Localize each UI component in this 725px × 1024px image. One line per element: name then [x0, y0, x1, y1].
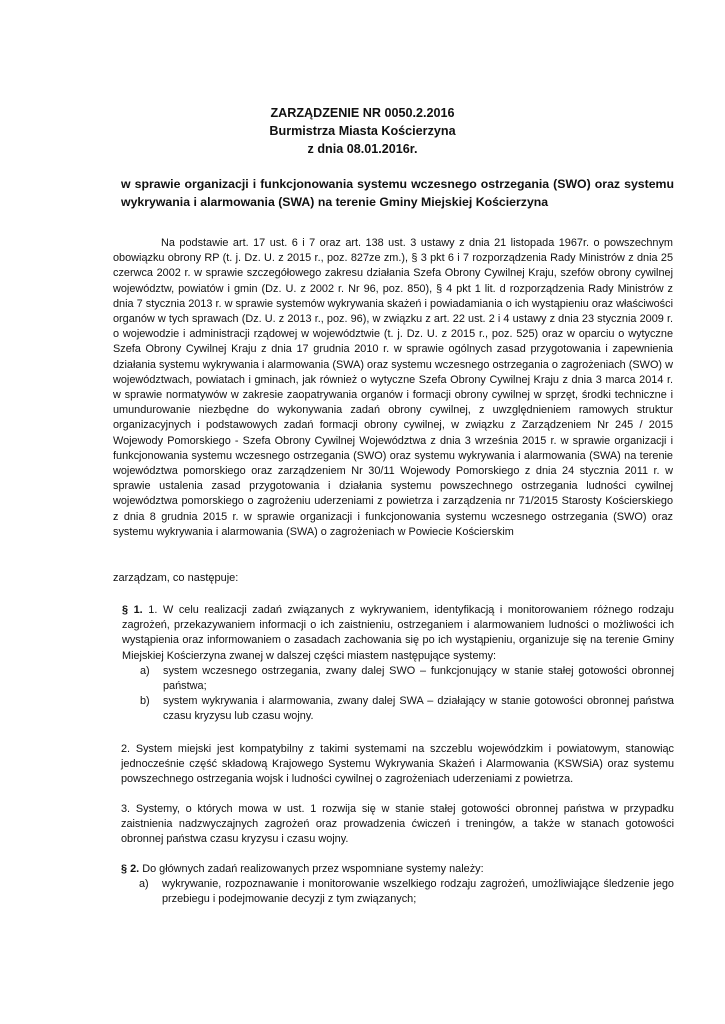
list-item-text: system wykrywania i alarmowania, zwany dalej SWA – działający w stanie gotowości obronnej państwa czasu kryzysu lub czasu wojny. [163, 695, 674, 723]
section-2-intro [121, 862, 674, 877]
section-2 [121, 862, 674, 908]
list-item-letter: b) [140, 695, 150, 708]
section-2-text: Do głównych zadań realizowanych przez wspomniane systemy należy: [142, 863, 484, 875]
list-item [121, 877, 674, 907]
list-item-letter: a) [139, 878, 149, 891]
section-2-mark: § 2. [121, 863, 140, 875]
list-item [122, 694, 674, 724]
section-1-para-1 [122, 603, 674, 664]
document-title: ZARZĄDZENIE NR 0050.2.2016 [270, 106, 455, 120]
issuer: Burmistrza Miasta Kościerzyna [269, 124, 456, 138]
document-subject: w sprawie organizacji i funkcjonowania systemu wczesnego ostrzegania (SWO) oraz systemu wykrywania i alarmowania (SWA) na terenie Gminy Miejskiej Kościerzyna [121, 177, 674, 209]
section-1-number: 1. [148, 604, 158, 616]
section-1-para-3: 3. Systemy, o których mowa w ust. 1 rozwija się w stanie stałej gotowości obronnej państwa w przypadku zaistnienia nadzwyczajnych zagrożeń oraz prowadzenia ćwiczeń i treningów, a także w stanach gotowości obronnej państwa czasu kryzysu i czasu wojny. [121, 803, 674, 846]
section-1-text: W celu realizacji zadań związanych z wykrywaniem, identyfikacją i monitorowaniem różnego rodzaju zagrożeń, przekazywaniem informacji o ich zaistnieniu, ostrzeganiem i alarmowaniem ludności o możliwości ich wystąpienia oraz informowaniem o zasadach zachowania się po ich wystąpieniu, organizuje się na terenie Gminy Miejskiej Kościerzyna zwanej w dalszej części miastem następujące systemy: [122, 604, 674, 662]
list-item-letter: a) [140, 664, 150, 677]
section-1-mark: § 1. [122, 604, 143, 616]
section-1 [122, 603, 674, 725]
section-1-para-2: 2. System miejski jest kompatybilny z takimi systemami na szczeblu wojewódzkim i powiatowym, stanowiąc jednocześnie część składową Krajowego Systemu Wykrywania Skażeń i Alarmowania (KSWSiA) oraz systemu powszechnego ostrzegania wojsk i ludności cywilnej o zagrożeniach uderzeniami z powietrza. [121, 743, 674, 786]
preamble: Na podstawie art. 17 ust. 6 i 7 oraz art. 138 ust. 3 ustawy z dnia 21 listopada 1967r. o powszechnym obowiązku obrony RP (t. j. Dz. U. z 2015 r., poz. 827ze zm.), § 3 pkt 6 i 7 rozporządzenia Rady Ministrów z dnia 25 czerwca 2002 r. w sprawie szczegółowego zakresu działania Szefa Obrony Cywilnej Kraju, szefów obrony cywilnej województw, powiatów i gmin (Dz. U. z 2002 r. Nr 96, poz. 850), § 4 pkt 1 lit. d rozporządzenia Rady Ministrów z dnia 7 stycznia 2013 r. w sprawie systemów wykrywania skażeń i powiadamiania o ich wystąpieniu oraz właściwości organów w tych sprawach (Dz. U. z 2013 r., poz. 96), w związku z art. 22 ust. 2 i 4 ustawy z dnia 23 stycznia 2009 r. o wojewodzie i administracji rządowej w województwie (t. j. Dz. U. z 2015 r., poz. 525) oraz w oparciu o wytyczne Szefa Obrony Cywilnej Kraju z dnia 17 grudnia 2010 r. w sprawie ogólnych zasad przygotowania i zapewnienia działania systemu wykrywania i alarmowania (SWA) oraz systemu wczesnego ostrzegania o zagrożeniach (SWO) w województwach, powiatach i gminach, jak również o wytyczne Szefa Obrony Cywilnej Kraju z dnia 3 marca 2014 r. w sprawie normatywów w zakresie zaopatrywania organów i formacji obrony cywilnej w sprzęt, środki techniczne i umundurowanie niezbędne do wykonywania zadań obrony cywilnej, z uwzględnieniem ramowych struktur organizacyjnych i podstawowych zadań formacji obrony cywilnej, w związku z Zarządzeniem Nr 245 / 2015 Wojewody Pomorskiego - Szefa Obrony Cywilnej Województwa z dnia 3 września 2015 r. w sprawie organizacji i funkcjonowania systemu wczesnego ostrzegania (SWO) oraz systemu wykrywania i alarmowania (SWA) na terenie województwa pomorskiego oraz zarządzeniem Nr 30/11 Wojewody Pomorskiego z dnia 24 stycznia 2011 r. w sprawie ustalenia zasad przygotowania i działania systemu powszechnego ostrzegania ludności cywilnej województwa pomorskiego o zagrożeniu uderzeniami z powietrza i zarządzenia nr 71/2015 Starosty Kościerskiego z dnia 8 grudnia 2015 r. w sprawie organizacji i funkcjonowania systemu wczesnego ostrzegania (SWO) oraz systemu wykrywania i alarmowania (SWA) o zagrożeniach w Powiecie Kościerskim [113, 237, 673, 538]
list-item-text: system wczesnego ostrzegania, zwany dalej SWO – funkcjonujący w stanie stałej gotowości obronnej państwa; [163, 664, 674, 693]
list-item [122, 664, 674, 694]
enacting-clause: zarządzam, co następuje: [113, 572, 239, 584]
document-date: z dnia 08.01.2016r. [307, 142, 418, 156]
list-item-text: wykrywanie, rozpoznawanie i monitorowanie wszelkiego rodzaju zagrożeń, umożliwiające śledzenie jego przebiegu i podejmowanie decyzji z tym związanych; [162, 878, 674, 906]
document-header [0, 104, 725, 158]
